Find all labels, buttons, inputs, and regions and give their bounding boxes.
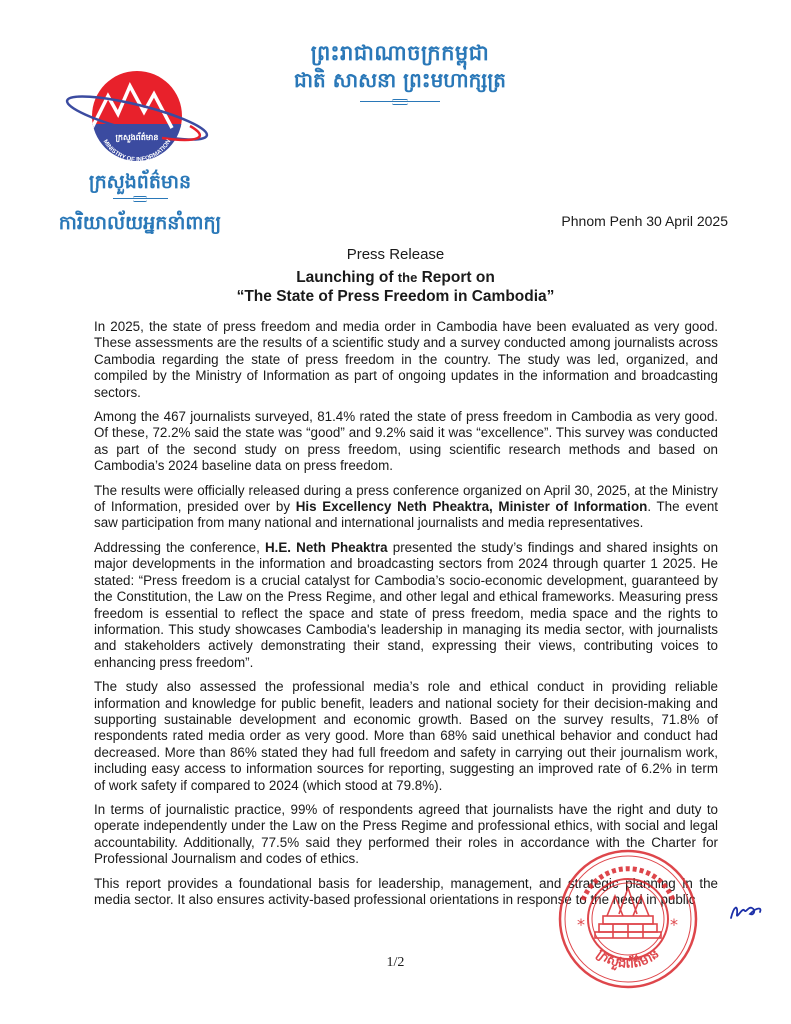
paragraph-6: In terms of journalistic practice, 99% of respondents agreed that journalists have the right and duty to operate independently under the Law on the Press Regime and professional ethics, with social and legal accountability. Additionally, 77.5% said they performed their roles in accordance with the Charter for Professional Journalism and codes of ethics. bbox=[94, 801, 718, 867]
document-date: Phnom Penh 30 April 2025 bbox=[561, 213, 728, 229]
paragraph-4-text-after: presented the study’s findings and shared insights on major developments in the information and broadcasting sectors from 2024 through quarter 1 2025. He stated: “Press freedom is a crucial catalyst for Cambodia’s socio-economic development, guaranteed by the Constitution, the Law on the Press Regime, and other legal and ethical frameworks. Measuring press freedom is essential to reflect the space and state of press freedom, media space and the rights to information. This study showcases Cambodia's leadership in managing its media sector, with journalists and stakeholders actively demonstrating their stand, expressing their views, contributing voices to enhancing press freedom”. bbox=[94, 539, 719, 670]
he-name-bold: H.E. Neth Pheaktra bbox=[264, 539, 388, 555]
paragraph-5: The study also assessed the professional media’s role and ethical conduct in providing reliable information and knowledge for public benefit, leaders and national society for their decision-making and supporting sustainable development and economic growth. Based on the survey results, 71.8% of respondents rated media order as very good. More than 68% said unethical behavior and conduct had decreased. More than 86% stated they had full freedom and safety in carrying out their journalism work, including easy access to information sources for reporting, suggesting an improved rate of 6.2% in term of work safety if compared to 2024 (which stood at 79.8%). bbox=[94, 679, 718, 793]
svg-text:ក្រសួងព័ត៌មាន: ក្រសួងព័ត៌មាន bbox=[115, 133, 159, 142]
title-the: the bbox=[397, 270, 418, 285]
paragraph-4-text-before: Addressing the conference, bbox=[94, 539, 265, 555]
paragraph-7: This report provides a foundational basis for leadership, management, and strategic planning in the media sector. It also ensures activity-based professional orientations in response to the need in public bbox=[94, 875, 718, 907]
document-title bbox=[0, 268, 791, 306]
document-body bbox=[94, 319, 718, 916]
svg-text:*: * bbox=[577, 915, 585, 934]
paragraph-1: In 2025, the state of press freedom and media order in Cambodia have been evaluated as very good. These assessments are the results of a scientific study and a survey conducted among journalists across Cambodia regarding the state of press freedom in the country. The study was led, organized, and compiled by the Ministry of Information as part of ongoing updates in the information and broadcasting sectors. bbox=[94, 319, 718, 400]
ministry-divider bbox=[113, 198, 168, 199]
paragraph-3-text-after: . The event saw participation from many national and international journalists and media representatives. bbox=[94, 499, 718, 531]
page-number: 1/2 bbox=[386, 955, 405, 970]
ministry-name: ក្រសួងព័ត៌មាន bbox=[88, 171, 192, 193]
svg-text:ក្រសួងព័ត៌មាន: ក្រសួងព័ត៌មាន bbox=[593, 946, 663, 972]
paragraph-2: Among the 467 journalists surveyed, 81.4% rated the state of press freedom in Cambodia as very good. Of these, 72.2% said the state was “good” and 9.2% said it was “excellence”. This survey was conducted as part of the second study on press freedom, using scientific research methods and based on Cambodia’s 2024 baseline data on press freedom. bbox=[94, 409, 718, 474]
paragraph-3 bbox=[94, 483, 718, 532]
title-line1 bbox=[0, 268, 791, 287]
ministry-logo-icon bbox=[62, 66, 212, 170]
paragraph-3-text-before: The results were officially released during a press conference organized on April 30, 2025, at the Ministry of Information, presided over by bbox=[94, 482, 718, 515]
title-line2: “The State of Press Freedom in Cambodia” bbox=[236, 288, 555, 305]
ornament-divider bbox=[360, 101, 440, 102]
paragraph-4 bbox=[94, 540, 718, 671]
kingdom-motto-line2: ជាតិ សាសនា ព្រះមហាក្សត្រ bbox=[294, 68, 506, 92]
kingdom-header bbox=[270, 40, 530, 102]
kingdom-motto-line1: ព្រះរាជាណាចក្រកម្ពុជា bbox=[310, 41, 490, 65]
signature-initials-icon bbox=[728, 900, 764, 922]
title-part1: Launching of bbox=[296, 269, 398, 286]
office-name: ការិយាល័យអ្នកនាំពាក្យ bbox=[58, 212, 222, 234]
ministry-block bbox=[40, 170, 240, 235]
document-type: Press Release bbox=[346, 246, 445, 263]
title-part2: Report on bbox=[417, 269, 495, 286]
svg-text:MINISTRY OF INFORMATION: MINISTRY OF INFORMATION bbox=[101, 138, 173, 164]
minister-name-bold: His Excellency Neth Pheaktra, Minister of Information bbox=[295, 499, 648, 515]
svg-text:*: * bbox=[670, 915, 678, 934]
